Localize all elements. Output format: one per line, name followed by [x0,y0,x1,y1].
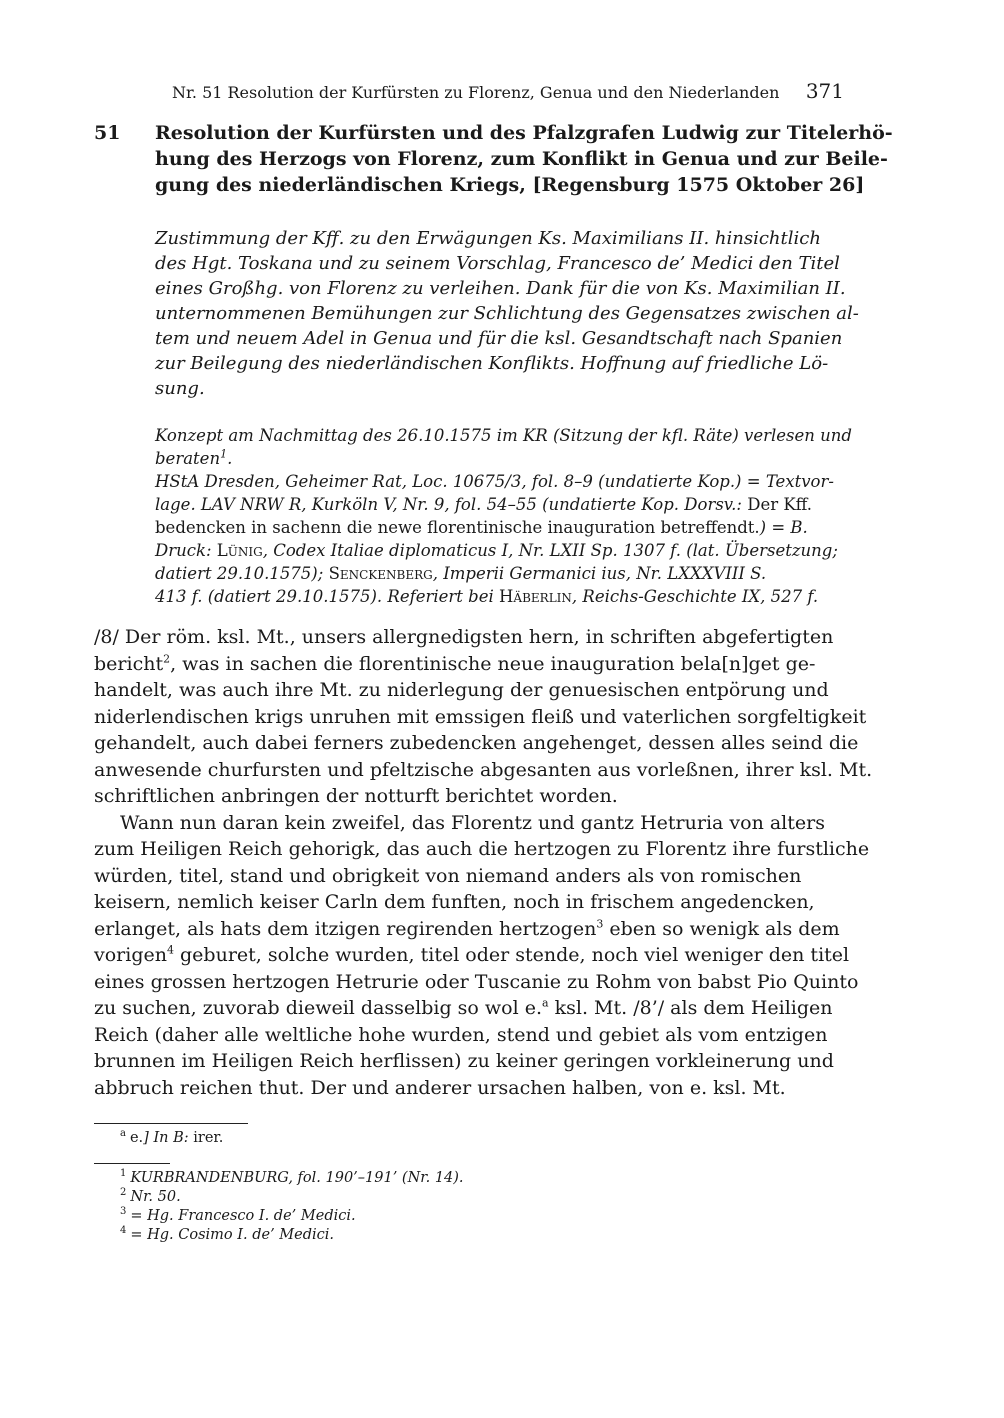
footnote-text: KURBRANDENBURG, fol. 190’–191’ (Nr. 14). [130,1170,464,1186]
footnote-text: = Hg. Francesco I. de’ Medici. [130,1208,356,1224]
title-line: hung des Herzogs von Florenz, zum Konflikt in Genua und zur Beile- [155,148,888,170]
regest-line: zur Beilegung des niederländischen Konflikts. Hoffnung auf friedliche Lö- [155,353,829,374]
source-text: Druck: [155,541,217,560]
author-name: Senckenberg [328,564,433,583]
text-line: eines grossen hertzogen Hetrurie oder Tuscanie zu Rohm von babst Pio Quinto [94,970,859,993]
text-span: , was in sachen die florentinische neue inauguration bela[n]get ge- [170,652,816,675]
source-text: ) = B. [759,518,808,537]
text-line: gehandelt, auch dabei ferners zubedencken angehenget, dessen alles seind die [94,732,859,754]
footnote-ref[interactable]: 1 [220,447,228,461]
text-line: keisern, nemlich keiser Carln dem funften, noch in frischem angedencken, [94,891,815,913]
source-line: HStA Dresden, Geheimer Rat, Loc. 10675/3, fol. 8–9 (undatierte Kop.) = Textvor- [155,472,834,491]
source-line [155,447,845,470]
footnote [120,1226,840,1245]
footnote-text: Nr. 50. [130,1189,181,1205]
source-line [155,562,845,585]
text-span: geburet, solche wurden, titel oder stende, noch viel weniger den titel [173,944,850,966]
footnote [120,1188,840,1207]
footnote-mark: 3 [120,1206,127,1218]
footnote-mark: 4 [120,1225,127,1237]
running-head [172,79,844,104]
text-span: bericht [94,652,164,675]
regest [155,226,859,401]
text-span: vorigen [94,944,167,966]
title-line: Resolution der Kurfürsten und des Pfalzgrafen Ludwig zur Titelerhö- [155,122,893,144]
source-text: lage. LAV NRW R, Kurköln V, Nr. 9, fol. 54–55 (undatierte Kop. Dorsv.: [155,495,748,514]
textual-notes-rule [94,1123,248,1124]
text-line [94,995,844,1022]
footnote-text: = Hg. Cosimo I. de’ Medici. [130,1227,335,1243]
footnote-ref[interactable]: 2 [163,652,171,666]
source-line [155,516,845,539]
regest-line: unternommenen Bemühungen zur Schlichtung des Gegensatzes zwischen al- [155,303,859,324]
regest-line: des Hgt. Toskana und zu seinem Vorschlag, Francesco de’ Medici den Titel [155,253,840,274]
textual-notes [120,1129,840,1148]
source-apparatus [155,424,852,608]
source-line [155,585,845,608]
text-line [94,916,844,943]
author-name: Häberlin [499,587,572,606]
source-line [155,493,845,516]
source-text: 413 f. (datiert 29.10.1575). Referiert bei [155,587,500,606]
text-line: Reich (daher alle weltliche hohe wurden, stend und gebiet als vom entzigen [94,1023,828,1046]
footnote [120,1169,840,1188]
textual-note [120,1129,840,1148]
document-number: 51 [94,122,121,144]
note-reading: irer. [188,1130,224,1146]
note-lemma: e. [129,1130,144,1146]
regest-line: sung. [155,378,205,399]
footnote-ref[interactable]: 3 [596,917,604,931]
document-title [155,120,893,198]
footnote-mark: 1 [120,1168,127,1180]
source-text: . [227,449,233,468]
regest-line: tem und neuem Adel in Genua und für die ksl. Gesandtschaft nach Spanien [155,328,843,349]
source-text: datiert 29.10.1575); [155,564,329,583]
regest-line: Zustimmung der Kff. zu den Erwägungen Ks. Maximilians II. hinsichtlich [155,228,821,249]
text-span: eben so wenigk als dem [603,917,840,940]
dorsal-note: bedencken in sachenn die newe florentinische inauguration betreffendt. [155,518,760,537]
text-line: brunnen im Heiligen Reich herflissen) zu keiner geringen vorkleinerung und [94,1050,834,1072]
edition-text [94,624,873,1101]
text-line: abbruch reichen thut. Der und anderer ursachen halben, von e. ksl. Mt. [94,1076,786,1099]
footnotes-rule [94,1163,170,1164]
footnote-mark: 2 [120,1187,127,1199]
text-line: anwesende churfursten und pfeltzische abgesanten aus vorleßnen, ihrer ksl. Mt. [94,758,873,781]
source-text: , Imperii Germanici ius, Nr. LXXXVIII S. [432,564,767,583]
note-mark: a [120,1128,126,1140]
text-line: Wann nun daran kein zweifel, das Florentz und gantz Hetruria von alters [120,811,825,834]
text-line [94,651,844,678]
source-text: , Reichs-Geschichte IX, 527 f. [571,587,819,606]
footnotes [120,1169,840,1245]
text-line: handelt, was auch ihre Mt. zu niderlegung der genuesischen entpörung und [94,679,829,701]
source-text: , Codex Italiae diplomaticus I, Nr. LXII Sp. 1307 f. (lat. Übersetzung; [262,541,838,560]
regest-line: eines Großhg. von Florenz zu verleihen. Dank für die von Ks. Maximilian II. [155,278,846,299]
source-line: Konzept am Nachmittag des 26.10.1575 im KR (Sitzung der kfl. Räte) verlesen und [155,426,852,445]
note-text: ] In B: [143,1130,189,1146]
textual-note-ref[interactable]: a [542,996,549,1010]
author-name: Lünig [216,541,263,560]
text-span: zu suchen, zuvorab dieweil dasselbig so wol e. [94,997,543,1019]
running-head-title: Nr. 51 Resolution der Kurfürsten zu Florenz, Genua und den Niederlanden [172,83,780,102]
text-line: /8/ Der röm. ksl. Mt., unsers allergnedigsten hern, in schriften abgefertigten [94,626,834,648]
text-line [94,942,850,969]
text-span: ksl. Mt. /8’/ als dem Heiligen [548,997,833,1019]
text-span: erlanget, als hats dem itzigen regirenden hertzogen [94,917,597,940]
title-line: gung des niederländischen Kriegs, [Regensburg 1575 Oktober 26] [155,174,865,196]
text-line: niderlendischen krigs unruhen mit emssigen fleiß und vaterlichen sorgfeltigkeit [94,705,867,728]
text-line: zum Heiligen Reich gehorigk, das auch die hertzogen zu Florentz ihre furstliche [94,838,870,860]
source-line [155,539,845,562]
footnote-ref[interactable]: 4 [166,943,174,957]
source-text: beraten [155,449,221,468]
dorsal-note: Der Kff. [747,495,813,514]
footnote [120,1207,840,1226]
text-line: würden, titel, stand und obrigkeit von niemand anders als von romischen [94,864,802,887]
page-number: 371 [805,79,844,103]
text-line: schriftlichen anbringen der notturft berichtet worden. [94,785,618,807]
